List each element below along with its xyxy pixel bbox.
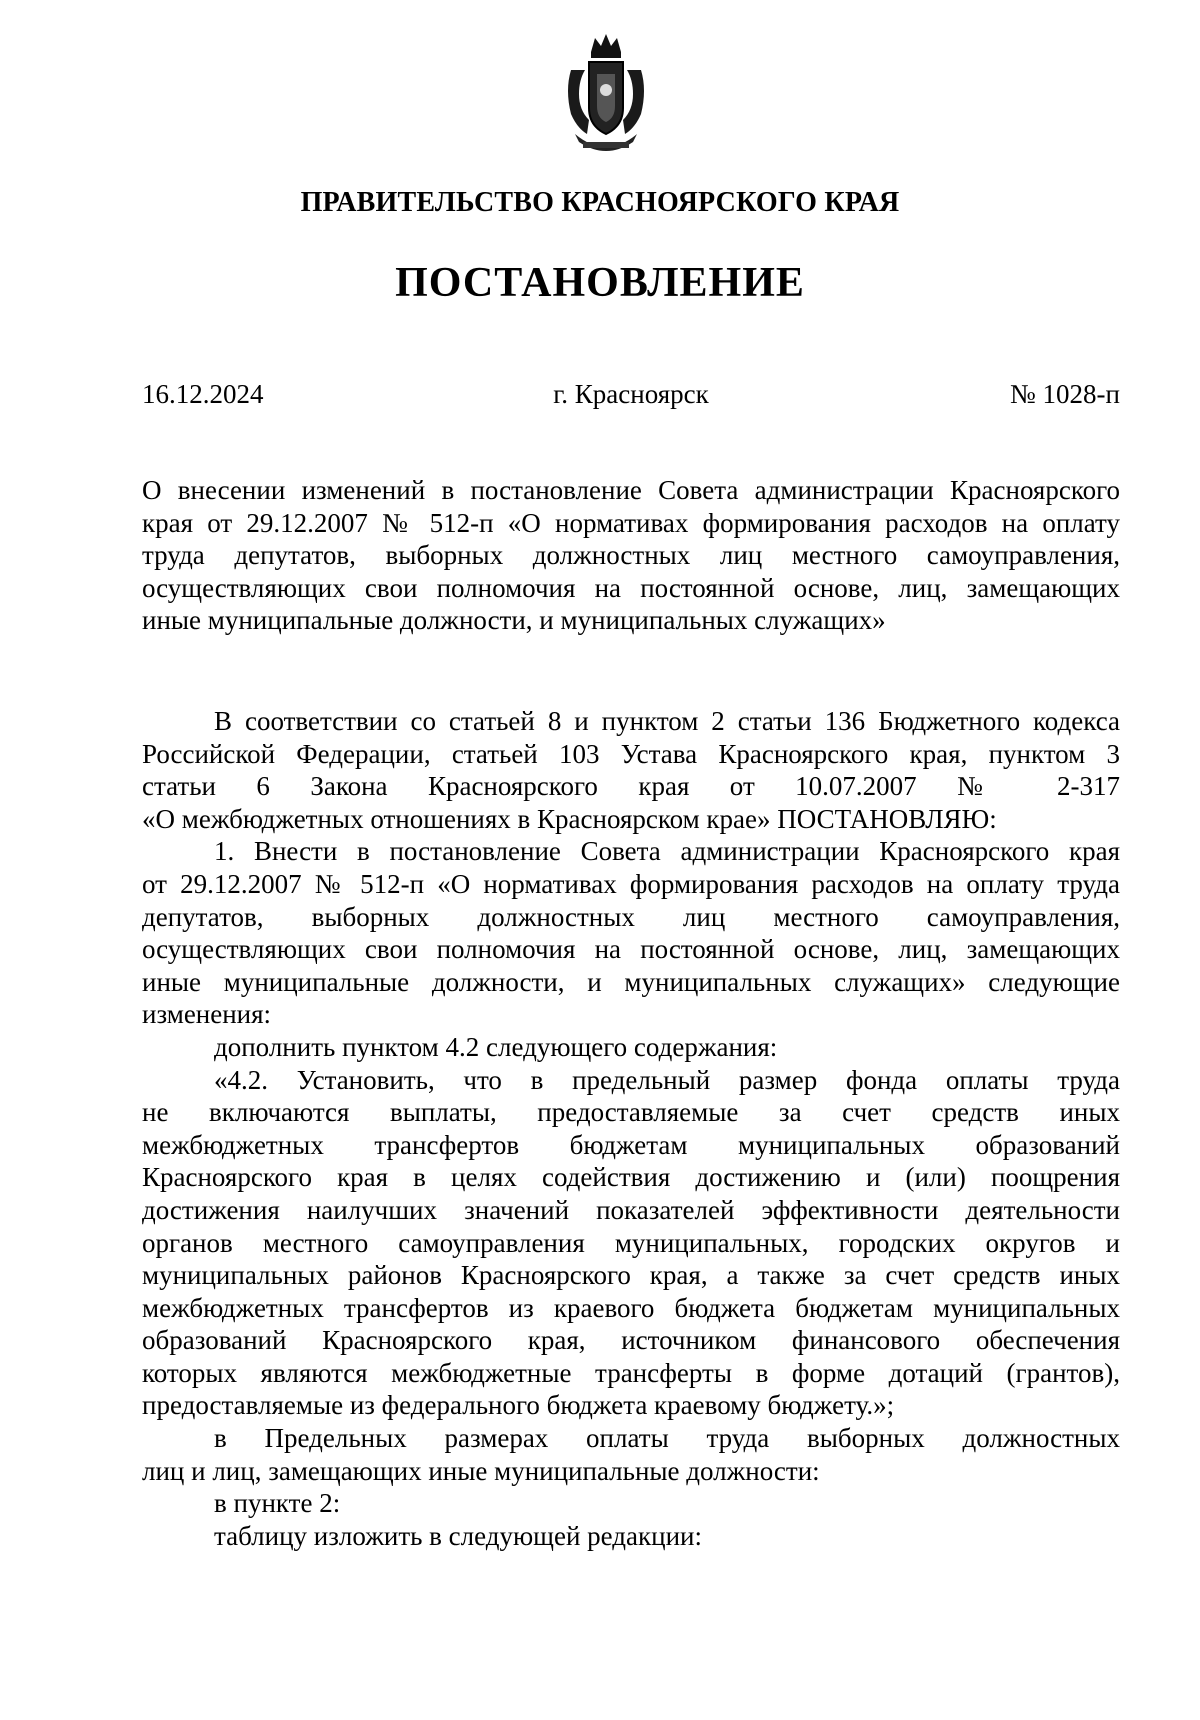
preamble-line: «О межбюджетных отношениях в Красноярском крае» ПОСТАНОВЛЯЮ: (142, 803, 997, 834)
point42-line: предоставляемые из федерального бюджета краевому бюджету.»; (142, 1390, 895, 1421)
in-point2-line: в пункте 2: (214, 1488, 341, 1519)
point42-line: образований Красноярского края, источником финансового обеспечения (142, 1325, 1120, 1356)
preamble-line: статьи 6 Закона Красноярского края от 10.07.2007 № 2-317 (142, 771, 1120, 802)
preamble-line: Российской Федерации, статьей 103 Устава Красноярского края, пунктом 3 (142, 738, 1120, 769)
document-type-title: ПОСТАНОВЛЕНИЕ (395, 260, 805, 306)
table-edit-line: таблицу изложить в следующей редакции: (214, 1520, 702, 1551)
document-date: 16.12.2024 (142, 379, 264, 409)
item1-line: от 29.12.2007 № 512-п «О нормативах формирования расходов на оплату труда (142, 868, 1120, 899)
subject-line: иные муниципальные должности, и муниципальных служащих» (142, 605, 886, 635)
document-meta-row (142, 377, 1120, 411)
point42-line: не включаются выплаты, предоставляемые за счет средств иных (142, 1097, 1120, 1128)
subject-line: осуществляющих свои полномочия на постоянной основе, лиц, замещающих (142, 572, 1120, 603)
item1-line: изменения: (142, 999, 272, 1030)
item1-line: иные муниципальные должности, и муниципальных служащих» следующие (142, 966, 1120, 997)
subject-line: края от 29.12.2007 № 512-п «О нормативах формирования расходов на оплату (142, 507, 1120, 538)
document-number: № 1028-п (1010, 379, 1120, 409)
supplement-line: дополнить пунктом 4.2 следующего содержания: (214, 1031, 778, 1062)
limits-line: в Предельных размерах оплаты труда выборных должностных (214, 1423, 1120, 1454)
coat-of-arms-icon (561, 30, 651, 160)
point42-line: которых являются межбюджетные трансферты в форме дотаций (грантов), (142, 1357, 1120, 1388)
point42-line: межбюджетных трансфертов из краевого бюджета бюджетам муниципальных (142, 1292, 1120, 1323)
document-city: г. Красноярск (553, 379, 709, 409)
subject-line: О внесении изменений в постановление Совета администрации Красноярского (142, 475, 1120, 505)
subject-line: труда депутатов, выборных должностных лиц местного самоуправления, (142, 540, 1120, 570)
point42-line: Красноярского края в целях содействия достижению и (или) поощрения (142, 1162, 1120, 1193)
item1-line: депутатов, выборных должностных лиц местного самоуправления, (142, 901, 1120, 932)
item1-line: 1. Внести в постановление Совета администрации Красноярского края (214, 836, 1120, 867)
organization-title: ПРАВИТЕЛЬСТВО КРАСНОЯРСКОГО КРАЯ (300, 187, 900, 218)
point42-line: «4.2. Установить, что в предельный размер фонда оплаты труда (214, 1064, 1120, 1095)
point42-line: достижения наилучших значений показателей эффективности деятельности (142, 1194, 1120, 1225)
document-subject (142, 474, 1120, 637)
point42-line: муниципальных районов Красноярского края, а также за счет средств иных (142, 1260, 1120, 1291)
item1-line: осуществляющих свои полномочия на постоянной основе, лиц, замещающих (142, 934, 1120, 965)
point42-line: органов местного самоуправления муниципальных, городских округов и (142, 1227, 1120, 1258)
limits-line: лиц и лиц, замещающих иные муниципальные должности: (142, 1455, 820, 1486)
preamble-line: В соответствии со статьей 8 и пунктом 2 статьи 136 Бюджетного кодекса (214, 706, 1120, 736)
document-body (142, 705, 1120, 1552)
point42-line: межбюджетных трансфертов бюджетам муниципальных образований (142, 1129, 1120, 1160)
